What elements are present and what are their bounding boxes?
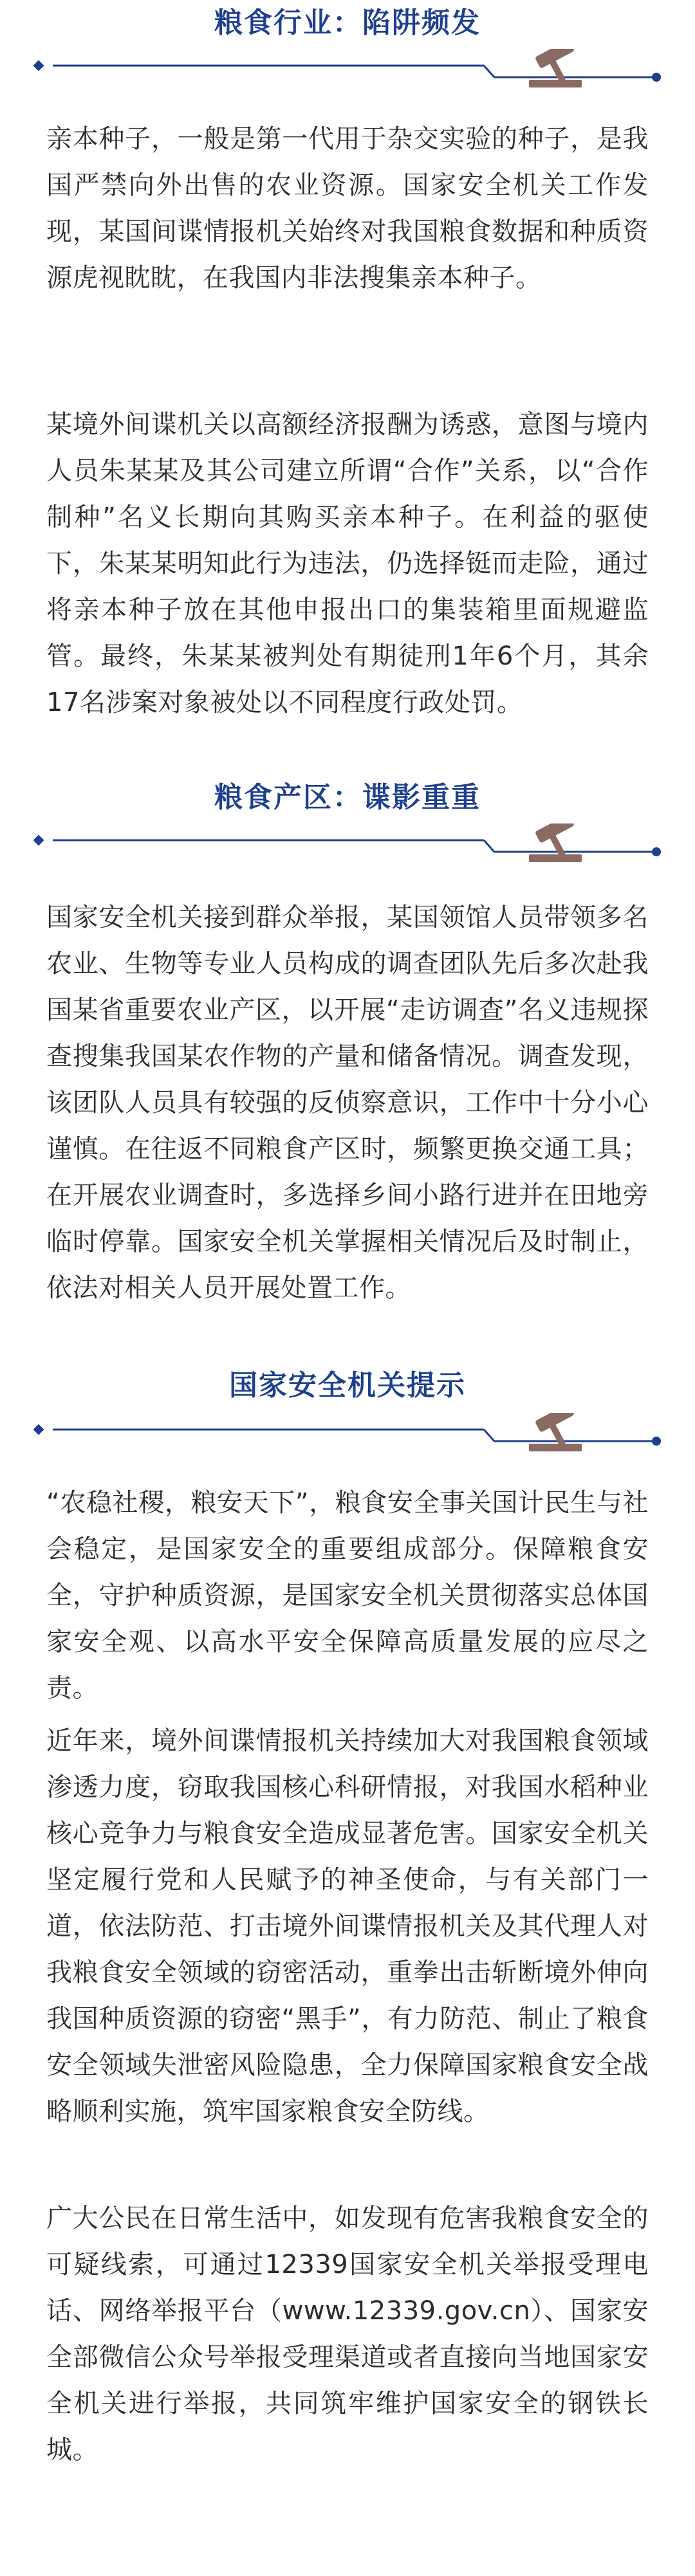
section-divider [33, 823, 662, 869]
diamond-icon [33, 1424, 44, 1435]
paragraph: 某境外间谍机关以高额经济报酬为诱惑，意图与境内人员朱某某及其公司建立所谓“合作”关系，以“合作制种”名义长期向其购买亲本种子。在利益的驱使下，朱某某明知此行为违法，仍选择铤而走险，通过将亲本种子放在其他申报出口的集装箱里面规避监管。最终，朱某某被判处有期徒刑1年6个月，其余17名涉案对象被处以不同程度行政处罚。 [46, 410, 649, 717]
section-divider [33, 49, 662, 94]
paragraph: 广大公民在日常生活中，如发现有危害我粮食安全的可疑线索，可通过12339国家安全机关举报受理电话、网络举报平台（www.12339.gov.cn）、国家安全部微信公众号举报受理渠道或者直接向当地国家安全机关进行举报，共同筑牢维护国家安全的钢铁长城。 [46, 2203, 649, 2465]
section-title-notice: 国家安全机关提示 [229, 1369, 466, 1402]
paragraph: “农稳社稷，粮安天下”，粮食安全事关国计民生与社会稳定，是国家安全的重要组成部分。保障粮食安全，守护种质资源，是国家安全机关贯彻落实总体国家安全观、以高水平安全保障高质量发展的应尽之责。 [46, 1488, 649, 1703]
section-title-production-area: 粮食产区：谍影重重 [214, 781, 481, 814]
section-title-industry: 粮食行业：陷阱频发 [214, 6, 481, 39]
gavel-icon [529, 823, 582, 862]
diamond-icon [33, 835, 44, 846]
paragraph: 近年来，境外间谍情报机关持续加大对我国粮食领域渗透力度，窃取我国核心科研情报，对我国水稻种业核心竞争力与粮食安全造成显著危害。国家安全机关坚定履行党和人民赋予的神圣使命，与有关部门一道，依法防范、打击境外间谍情报机关及其代理人对我粮食安全领域的窃密活动，重拳出击斩断境外伸向我国种质资源的窃密“黑手”，有力防范、制止了粮食安全领域失泄密风险隐患，全力保障国家粮食安全战略顺利实施，筑牢国家粮食安全防线。 [46, 1726, 649, 2126]
paragraph: 亲本种子，一般是第一代用于杂交实验的种子，是我国严禁向外出售的农业资源。国家安全机关工作发现，某国间谍情报机关始终对我国粮食数据和种质资源虎视眈眈，在我国内非法搜集亲本种子。 [46, 124, 649, 293]
gavel-icon [529, 49, 582, 87]
gavel-icon [529, 1413, 582, 1451]
paragraph: 国家安全机关接到群众举报，某国领馆人员带领多名农业、生物等专业人员构成的调查团队先后多次赴我国某省重要农业产区，以开展“走访调查”名义违规探查搜集我国某农作物的产量和储备情况。调查发现，该团队人员具有较强的反侦察意识，工作中十分小心谨慎。在往返不同粮食产区时，频繁更换交通工具；在开展农业调查时，多选择乡间小路行进并在田地旁临时停靠。国家安全机关掌握相关情况后及时制止，依法对相关人员开展处置工作。 [46, 903, 649, 1303]
diamond-icon [33, 60, 44, 71]
section-divider [33, 1413, 662, 1458]
